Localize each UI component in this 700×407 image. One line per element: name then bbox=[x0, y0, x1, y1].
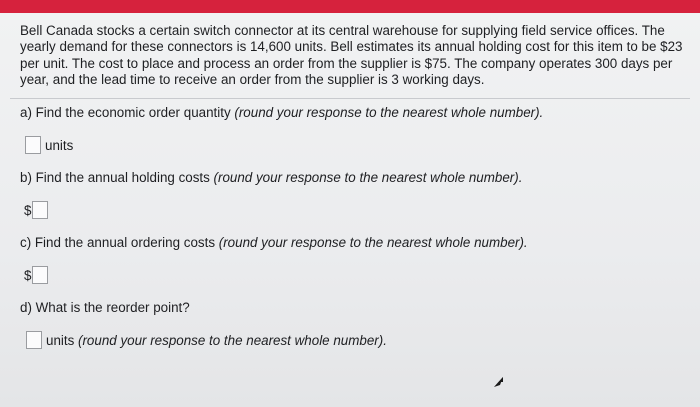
part-d-unit-note: (round your response to the nearest whole number). bbox=[78, 332, 387, 348]
part-d-question bbox=[20, 300, 190, 315]
part-a-unit-label: units bbox=[45, 137, 74, 153]
holding-cost-input[interactable] bbox=[32, 201, 48, 219]
part-d-prompt: d) What is the reorder point? bbox=[20, 300, 190, 315]
part-c-answer-row bbox=[20, 264, 48, 286]
part-b-answer-row bbox=[20, 199, 48, 221]
top-accent-bar bbox=[0, 0, 700, 13]
part-a-prompt: a) Find the economic order quantity bbox=[20, 105, 235, 120]
mouse-pointer-icon bbox=[493, 376, 505, 388]
part-b-currency-symbol: $ bbox=[24, 202, 32, 218]
part-d-answer-row bbox=[26, 329, 387, 351]
eoq-input[interactable] bbox=[25, 136, 41, 154]
part-d-unit-text bbox=[46, 333, 387, 348]
part-b-question bbox=[20, 170, 522, 185]
part-c-currency-symbol: $ bbox=[24, 267, 32, 283]
part-c-note: (round your response to the nearest whole number). bbox=[218, 235, 528, 250]
part-b-prompt: b) Find the annual holding costs bbox=[20, 170, 214, 185]
part-a-note: (round your response to the nearest whole number). bbox=[234, 105, 544, 120]
part-c-question bbox=[20, 235, 528, 250]
part-c-prompt: c) Find the annual ordering costs bbox=[20, 235, 219, 250]
problem-statement: Bell Canada stocks a certain switch connector at its central warehouse for supplying field service offices. The yearly demand for these connectors is 14,600 units. Bell estimates its annual holding cost for this item to be $23 per unit. The cost to place and process an order from the supplier is $75. The company operates 300 days per year, and the lead time to receive an order from the supplier is 3 working days. bbox=[20, 23, 683, 88]
part-a-answer-row bbox=[25, 134, 73, 156]
part-a-question bbox=[20, 105, 543, 120]
reorder-point-input[interactable] bbox=[26, 331, 42, 349]
divider bbox=[10, 98, 690, 99]
part-d-unit-label: units bbox=[46, 332, 79, 348]
part-b-note: (round your response to the nearest whole number). bbox=[213, 170, 523, 185]
question-panel bbox=[0, 13, 700, 407]
ordering-cost-input[interactable] bbox=[32, 266, 48, 284]
